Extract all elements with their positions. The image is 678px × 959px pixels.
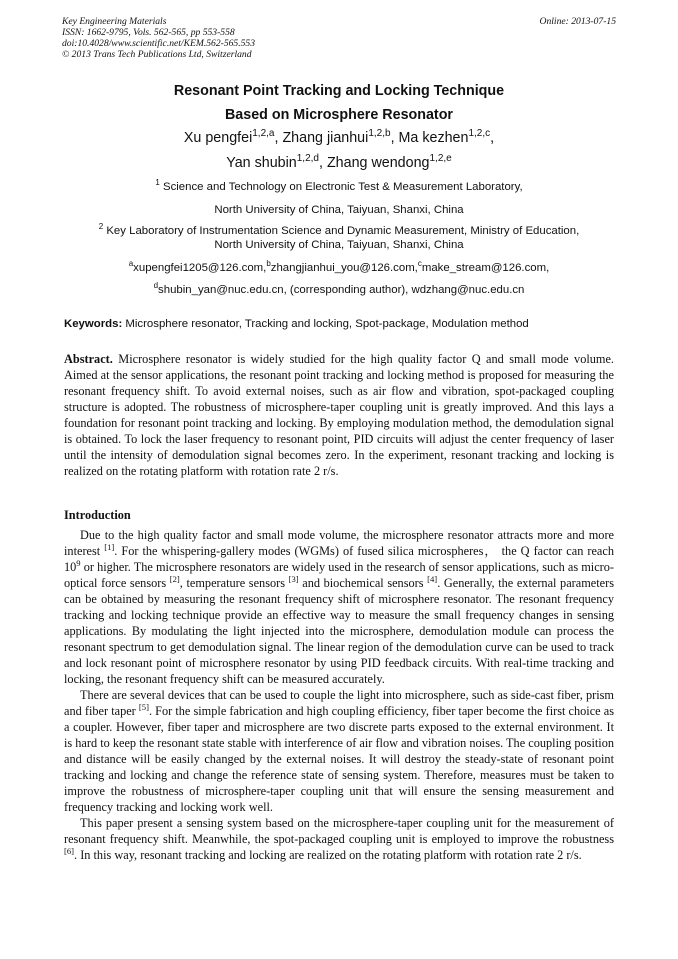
citation: [1] xyxy=(104,541,115,552)
email-line-2 xyxy=(0,283,678,298)
journal-doi: doi:10.4028/www.scientific.net/KEM.562-565.553 xyxy=(62,38,256,49)
email-mark: d xyxy=(153,281,159,291)
author-line-1 xyxy=(0,127,678,149)
abstract-label: Abstract. xyxy=(64,352,113,366)
author-separator: , xyxy=(274,130,283,146)
paragraph-text: , temperature sensors xyxy=(179,576,289,590)
citation: [5] xyxy=(138,701,149,712)
paragraph-text: . Generally, the external parameters can be obtained by measuring the resonant frequency shift of microsphere resonator. The resonant frequency tracking and locking technique provide an effective way to measure the small frequency changes in sensing applications. By modulating the light injected into the microsphere, demodulation module can process the resonant spectrum to get demodulation signal. The linear region of the demodulation curve can be used to track and lock resonant point of microsphere resonator by using PID feedback circuits. With real-time tracking and locking, the resonant frequency shift can be measured accurately. xyxy=(64,576,614,686)
citation: [3] xyxy=(288,573,299,584)
author-name: Yan shubin xyxy=(226,155,297,171)
affiliation-text: Key Laboratory of Instrumentation Science and Dynamic Measurement, Ministry of Education, xyxy=(106,225,580,237)
journal-header xyxy=(62,16,255,60)
paragraph-text: . For the simple fabrication and high coupling efficiency, fiber taper become the first choice as a coupler. However, fiber taper and microsphere are two discrete parts exposed to the external environment. It is hard to keep the resonant state stable with interference of air flow and vibration noises. The coupling position and distance will be easily changed by the external noises. It will destroy the steady-state of resonant point tracking and locking and change the reference state of sensing system. Therefore, measures must be taken to improve the robustness of microsphere-taper coupling unit that will ensure the sensing measurement and frequency tracking and locking work well. xyxy=(64,704,614,814)
journal-issn: ISSN: 1662-9795, Vols. 562-565, pp 553-558 xyxy=(62,27,235,38)
affiliation-2-address: North University of China, Taiyuan, Shanxi, China xyxy=(214,239,464,251)
author-affiliation-mark: 1,2,c xyxy=(468,128,491,140)
abstract-text: Microsphere resonator is widely studied for the high quality factor Q and small mode volume. Aimed at the sensor applications, the resonant point tracking and locking method is proposed for measuring the resonant frequency shift. To avoid external noises, such as air flow and vibration, spot-packaged coupling structure is adopted. The robustness of microsphere-taper coupling unit is greatly improved. And this lays a foundation for resonant point tracking and locking. By employing modulation method, the demodulation signal is obtained. To lock the laser frequency to resonant point, PID circuits will adjust the center frequency of laser until the intensity of demodulation signal becomes zero. In the experiment, resonant tracking and locking is realized on the rotating platform with rotation rate 2 r/s. xyxy=(64,352,614,478)
author-name: Zhang wendong xyxy=(326,155,430,171)
author-separator: , xyxy=(318,155,327,171)
email-address: xupengfei1205@126.com, xyxy=(133,262,267,274)
author-affiliation-mark: 1,2,e xyxy=(429,153,452,165)
email-address: zhangjianhui_you@126.com, xyxy=(270,262,418,274)
citation: [6] xyxy=(64,845,75,856)
paragraph-text: and biochemical sensors xyxy=(298,576,428,590)
author-affiliation-mark: 1,2,a xyxy=(252,128,275,140)
keywords xyxy=(64,317,529,331)
keywords-label: Keywords: xyxy=(64,318,123,330)
email-mark: c xyxy=(417,259,422,269)
section-heading-introduction: Introduction xyxy=(64,508,131,522)
paragraph xyxy=(64,527,614,687)
affiliation-number: 1 xyxy=(155,178,160,188)
email-line-1 xyxy=(0,261,678,276)
exponent: 9 xyxy=(76,557,81,568)
introduction-body xyxy=(64,527,614,863)
email-mark: a xyxy=(128,259,134,269)
affiliation-number: 2 xyxy=(98,222,104,232)
abstract xyxy=(64,351,614,479)
journal-copyright: © 2013 Trans Tech Publications Ltd, Switzerland xyxy=(62,49,252,60)
paragraph-text: This paper present a sensing system based on the microsphere-taper coupling unit for the measurement of resonant frequency shift. Meanwhile, the spot-packaged coupling unit is employed to improve the robustness xyxy=(64,816,614,846)
paragraph xyxy=(64,687,614,815)
paragraph-text: There are several devices that can be used to couple the light into microsphere, such as side-cast fiber, prism and fiber taper xyxy=(64,688,614,718)
author-separator: , xyxy=(390,130,399,146)
paragraph-text: or higher. The microsphere resonators are widely used in the research of sensor applications, such as micro-optical force sensors xyxy=(64,560,614,590)
citation: [4] xyxy=(427,573,438,584)
author-separator: , xyxy=(490,130,495,146)
author-line-2 xyxy=(0,152,678,174)
online-date: Online: 2013-07-15 xyxy=(539,16,616,27)
author-name: Ma kezhen xyxy=(398,130,469,146)
citation: [2] xyxy=(169,573,180,584)
affiliation-1 xyxy=(0,180,678,195)
paragraph-text: . For the whispering-gallery modes (WGMs) of fused silica microspheres， the Q factor can reach 10 xyxy=(64,544,614,574)
email-mark: b xyxy=(266,259,271,269)
paragraph xyxy=(64,815,614,863)
email-address: shubin_yan@nuc.edu.cn, (corresponding author), wdzhang@nuc.edu.cn xyxy=(158,284,525,296)
email-address: make_stream@126.com, xyxy=(421,262,550,274)
affiliation-text: Science and Technology on Electronic Test & Measurement Laboratory, xyxy=(162,181,523,193)
paragraph-text: Due to the high quality factor and small mode volume, the microsphere resonator attracts more and more interest xyxy=(64,528,614,558)
paper-title-line-2: Based on Microsphere Resonator xyxy=(224,107,453,123)
keywords-text: Microsphere resonator, Tracking and locking, Spot-package, Modulation method xyxy=(125,318,529,330)
author-affiliation-mark: 1,2,d xyxy=(296,153,319,165)
paper-title-line-1: Resonant Point Tracking and Locking Technique xyxy=(173,83,505,99)
author-affiliation-mark: 1,2,b xyxy=(368,128,391,140)
author-name: Xu pengfei xyxy=(183,130,253,146)
author-name: Zhang jianhui xyxy=(282,130,369,146)
paragraph-text: . In this way, resonant tracking and locking are realized on the rotating platform with rotation rate 2 r/s. xyxy=(74,848,582,862)
affiliation-1-address: North University of China, Taiyuan, Shanxi, China xyxy=(214,204,464,216)
journal-name: Key Engineering Materials xyxy=(62,16,167,27)
affiliation-2 xyxy=(0,224,678,239)
